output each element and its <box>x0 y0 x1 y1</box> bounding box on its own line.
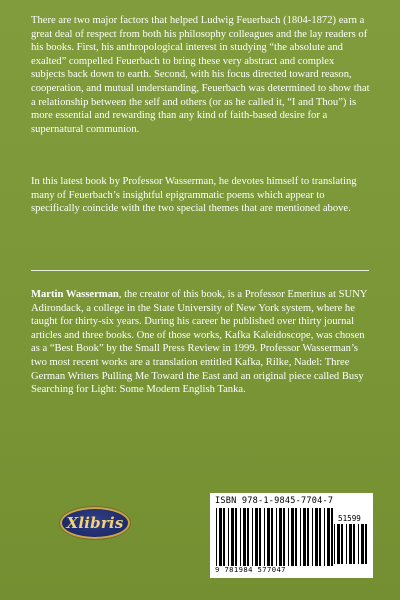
author-bio <box>31 288 371 397</box>
divider-line <box>31 270 369 271</box>
isbn-label: ISBN 978-1-9845-7704-7 <box>215 496 334 506</box>
description-paragraph-2: In this latest book by Professor Wasserman, he devotes himself to translating many of Feuerbach’s insightful epigrammatic poems which appear to specifically coincide with the two special themes that are mentioned above. <box>31 176 357 215</box>
publisher-logo-text: Xlibris <box>66 514 124 532</box>
price-code: 51599 <box>338 514 361 523</box>
author-name: Martin Wasserman <box>31 289 119 300</box>
price-barcode-icon <box>334 524 370 564</box>
publisher-logo <box>60 507 130 539</box>
isbn-barcode-block <box>210 493 373 578</box>
barcode-icon <box>216 508 334 566</box>
ean-digits: 9 781984 577047 <box>215 565 286 574</box>
author-bio-text: , the creator of this book, is a Professor Emeritus at SUNY Adirondack, a college in the State University of New York system, where he taught for thirty-six years. During his career he published over thirty journal articles and three books. One of those works, Kafka Kaleidoscope, was chosen as a “Best Book” by the Small Press Review in 1999. Professor Wasserman’s two most recent works are a translation entitled Kafka, Rilke, Nadel: Three German Writers Pulling Me Toward the East and an original piece called Busy Searching for Light: Some Modern English Tanka. <box>31 289 368 396</box>
description-paragraph-1: There are two major factors that helped Ludwig Feuerbach (1804-1872) earn a great deal of respect from both his philosophy colleagues and the lay readers of his books. First, his anthropological interest in studying “the absolute and exalted” compelled Feuerbach to bring these very abstract and complex subjects back down to earth. Second, with his focus directed toward reason, cooperation, and mutual understanding, Feuerbach was determined to show that a relationship between the self and others (or as he called it, “I and Thou”) is more essential and rewarding than any kind of faith-based desire for a supernatural communion. <box>31 15 370 135</box>
